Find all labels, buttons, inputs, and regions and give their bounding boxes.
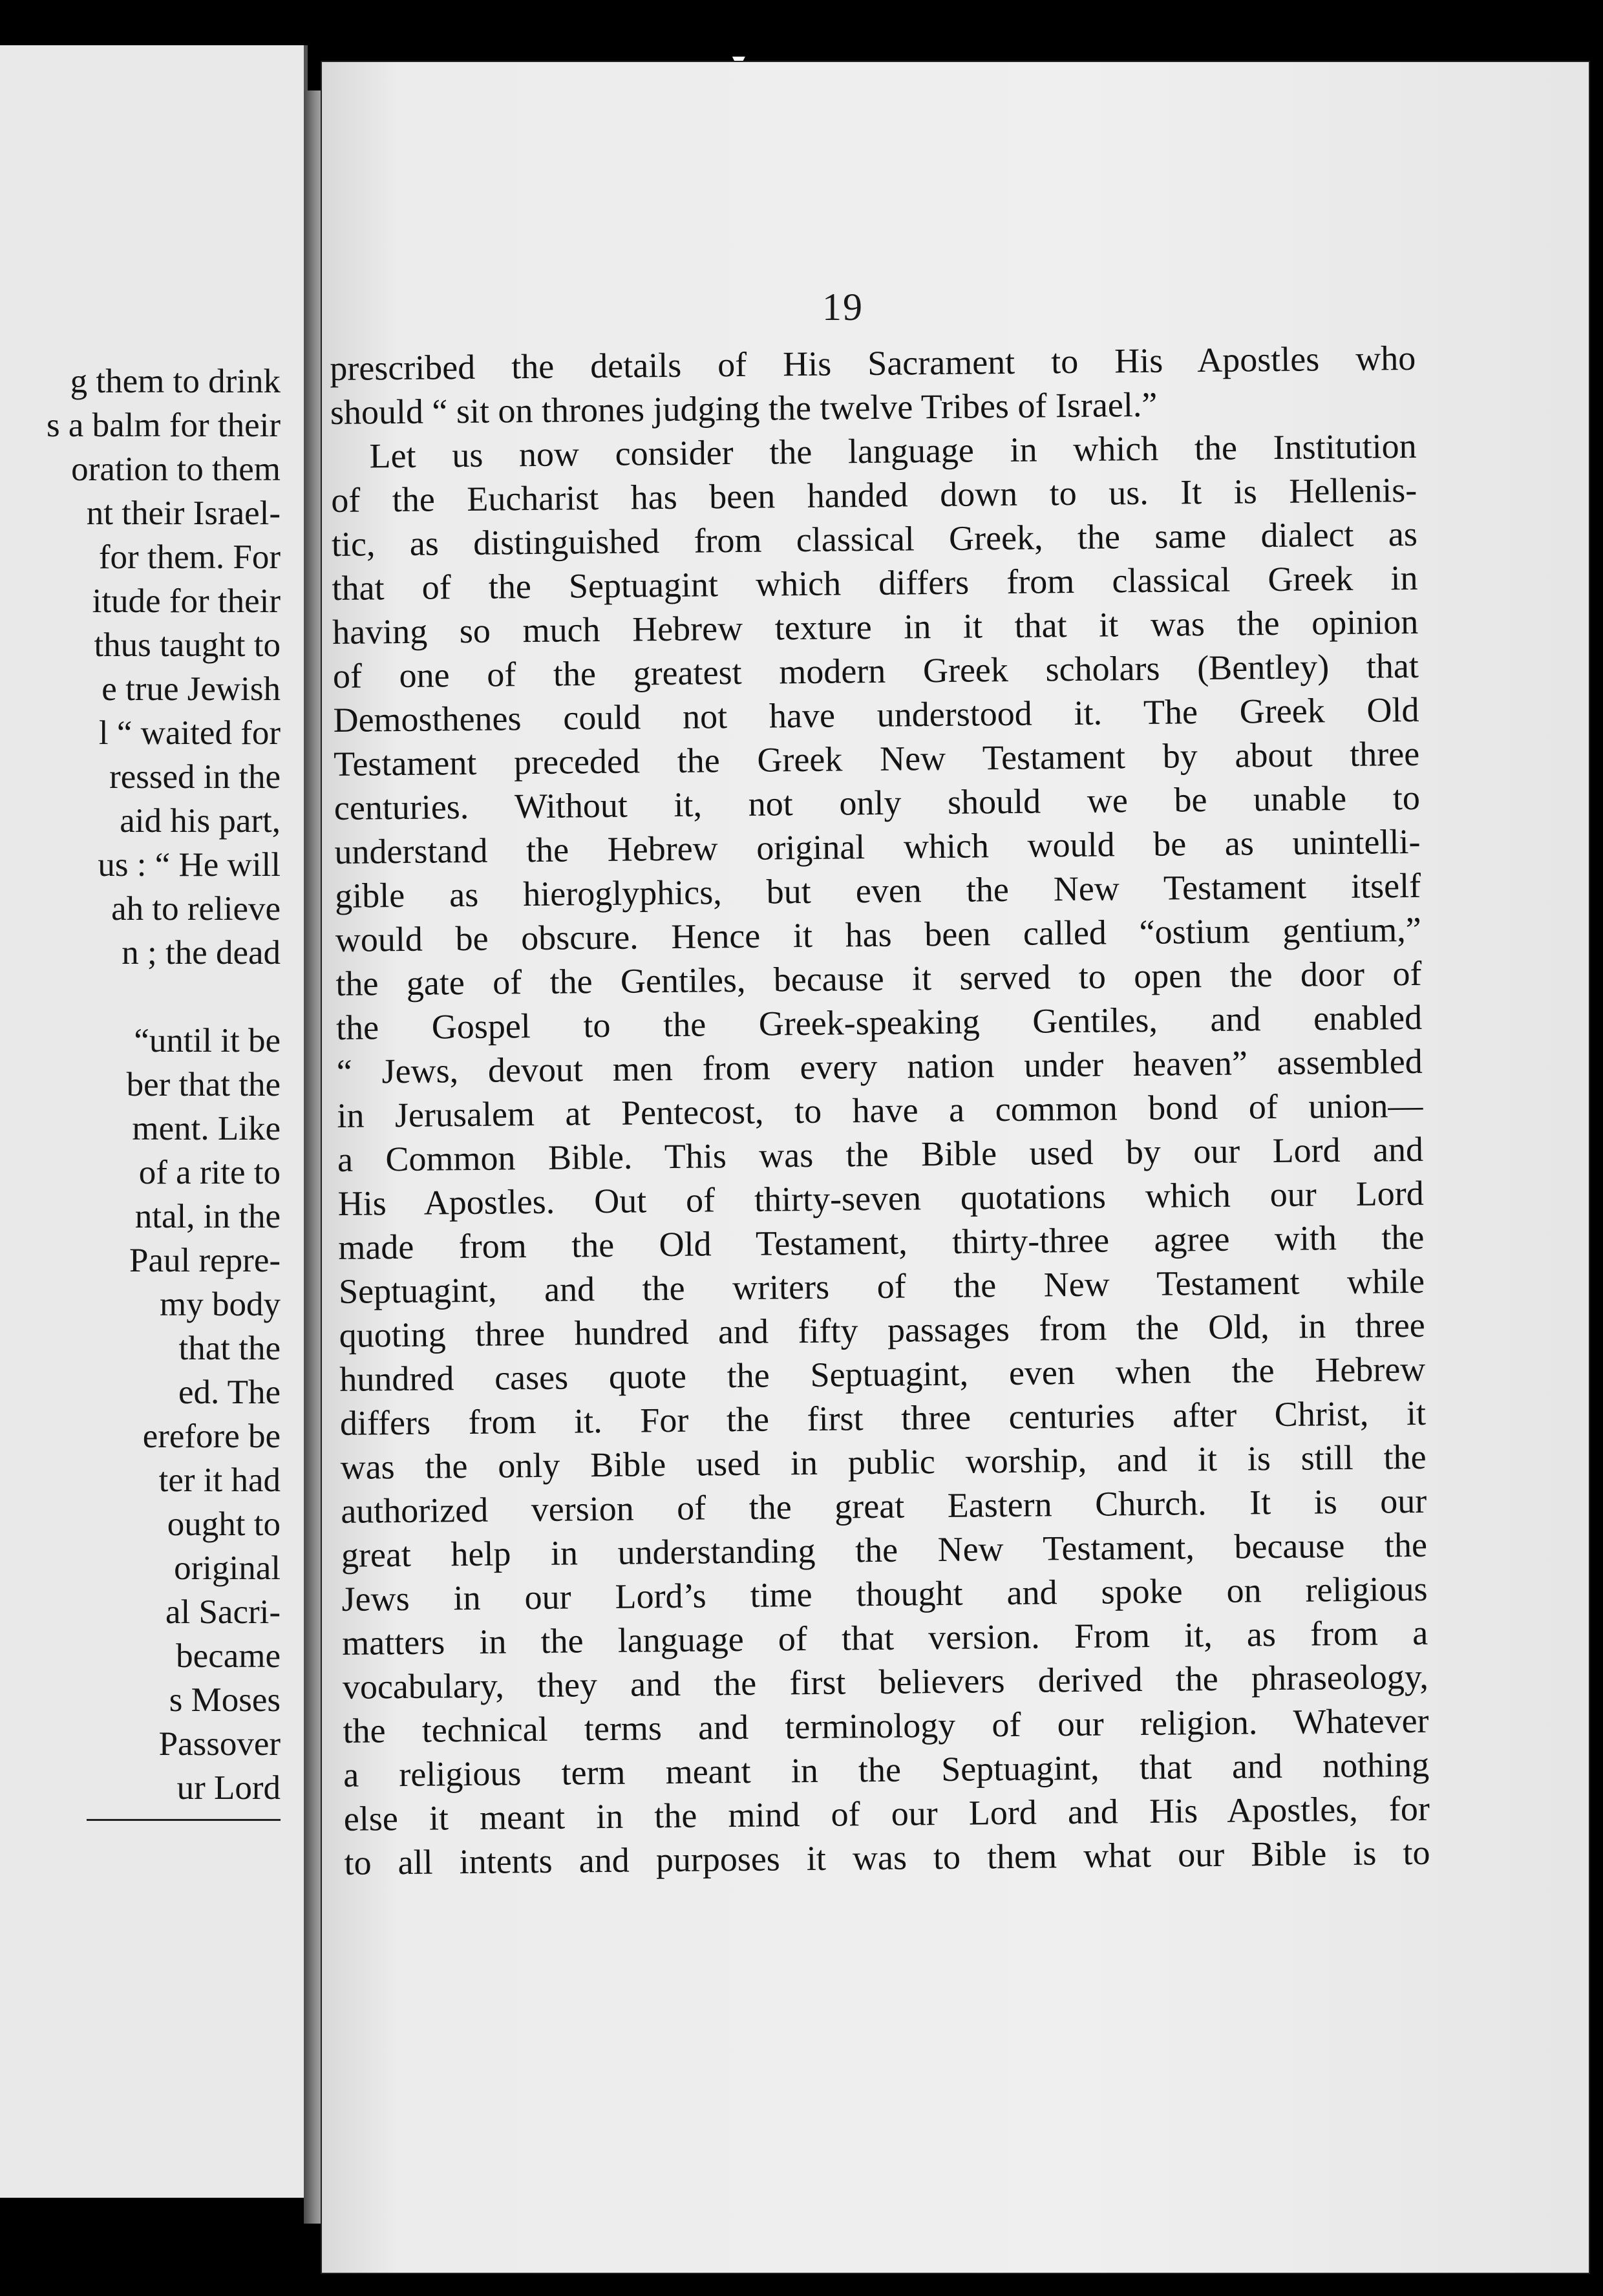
text-line: Septuagint, and the writers of the New Testament while [338, 1261, 1425, 1311]
text-line: in Jerusalem at Pentecost, to have a common bond of union— [337, 1085, 1423, 1135]
text-line: Testament preceded the Greek New Testament by about three [333, 734, 1420, 783]
left-line: s a balm for their [46, 407, 281, 444]
left-line: ed. The [178, 1374, 281, 1411]
text-line: that of the Septuagint which differs from classical Greek in [332, 558, 1418, 608]
text-line: gible as hieroglyphics, but even the New Testament itself [334, 866, 1421, 915]
left-line: l “ waited for [98, 714, 281, 752]
previous-page-text [0, 359, 281, 1821]
text-line: great help in understanding the New Testament, because the [341, 1525, 1428, 1575]
left-line: ntal, in the [134, 1198, 281, 1235]
text-line: the Gospel to the Greek-speaking Gentiles, and enabled [335, 997, 1423, 1047]
text-line: differs from it. For the first three centuries after Christ, it [339, 1393, 1427, 1443]
text-line: would be obscure. Hence it has been called “ostium gentium,” [335, 909, 1422, 959]
left-line: ter it had [158, 1462, 281, 1499]
left-line: us : “ He will [98, 846, 281, 884]
left-line: original [174, 1549, 281, 1587]
text-line: “ Jews, devout men from every nation under heaven” assembled [336, 1041, 1423, 1091]
footnote-rule [87, 1819, 281, 1821]
text-line: Let us now consider the language in which the Institution [369, 426, 1417, 476]
left-line: al Sacri- [165, 1593, 281, 1631]
left-line: g them to drink [70, 363, 281, 400]
left-line: of a rite to [138, 1154, 281, 1191]
left-line: ought to [167, 1505, 281, 1543]
text-line: understand the Hebrew original which would be as unintelli- [334, 822, 1421, 871]
text-line: Jews in our Lord’s time thought and spoke on religious [341, 1569, 1428, 1619]
left-line: aid his part, [120, 802, 281, 840]
text-line: else it meant in the mind of our Lord and His Apostles, for [343, 1789, 1430, 1838]
text-line: His Apostles. Out of thirty-seven quotations which our Lord [337, 1173, 1424, 1223]
page-body-text [330, 336, 1430, 1885]
text-line: should “ sit on thrones judging the twelve Tribes of Israel.” [330, 385, 1158, 432]
left-line: itude for their [92, 582, 281, 620]
previous-page-fragment [0, 45, 308, 2198]
text-line: prescribed the details of His Sacrament to His Apostles who [330, 338, 1416, 388]
left-line: e true Jewish [101, 670, 281, 708]
text-line: centuries. Without it, not only should we be unable to [334, 778, 1421, 827]
text-line: hundred cases quote the Septuagint, even when the Hebrew [339, 1349, 1426, 1399]
text-line: tic, as distinguished from classical Greek, the same dialect as [331, 514, 1418, 564]
page-number: 19 [822, 286, 864, 328]
left-line: my body [160, 1286, 281, 1323]
text-line: of one of the greatest modern Greek scholars (Bentley) that [332, 646, 1419, 696]
left-line: nt their Israel- [86, 494, 281, 532]
text-line: to all intents and purposes it was to them what our Bible is to [344, 1833, 1430, 1882]
left-line: erefore be [142, 1418, 281, 1455]
left-line: thus taught to [94, 626, 281, 664]
text-line: was the only Bible used in public worship, and it is still the [340, 1437, 1427, 1487]
left-line: ur Lord [176, 1769, 281, 1807]
left-line: ment. Like [132, 1110, 281, 1147]
left-line: ah to relieve [111, 890, 281, 928]
left-line: ber that the [126, 1066, 281, 1103]
text-line: a religious term meant in the Septuagint, that and nothing [343, 1745, 1430, 1794]
left-line: for them. For [98, 538, 281, 576]
left-line: “until it be [134, 1022, 281, 1059]
left-line: oration to them [71, 451, 281, 488]
text-line: Demosthenes could not have understood it. The Greek Old [333, 690, 1419, 739]
text-line: a Common Bible. This was the Bible used by our Lord and [337, 1129, 1424, 1179]
left-line: Paul repre- [129, 1242, 281, 1279]
text-line: having so much Hebrew texture in it that it was the opinion [332, 602, 1419, 652]
left-line: s Moses [169, 1681, 281, 1719]
paragraph-gap [0, 975, 281, 1019]
text-line: matters in the language of that version. From it, as from a [341, 1613, 1428, 1663]
left-line: Passover [158, 1725, 281, 1763]
text-line: vocabulary, they and the first believers derived the phraseology, [342, 1657, 1429, 1706]
text-line: the gate of the Gentiles, because it served to open the door of [335, 953, 1422, 1003]
text-line: quoting three hundred and fifty passages from the Old, in three [339, 1305, 1425, 1355]
text-line: made from the Old Testament, thirty-three agree with the [338, 1217, 1425, 1267]
text-line: of the Eucharist has been handed down to us. It is Hellenis- [330, 470, 1417, 520]
left-line: ressed in the [109, 758, 281, 796]
text-line: the technical terms and terminology of our religion. Whatever [343, 1701, 1429, 1750]
left-line: n ; the dead [122, 934, 281, 972]
text-line: authorized version of the great Eastern Church. It is our [341, 1481, 1427, 1531]
left-line: became [176, 1637, 281, 1675]
left-line: that the [178, 1330, 281, 1367]
current-page [322, 62, 1589, 2273]
